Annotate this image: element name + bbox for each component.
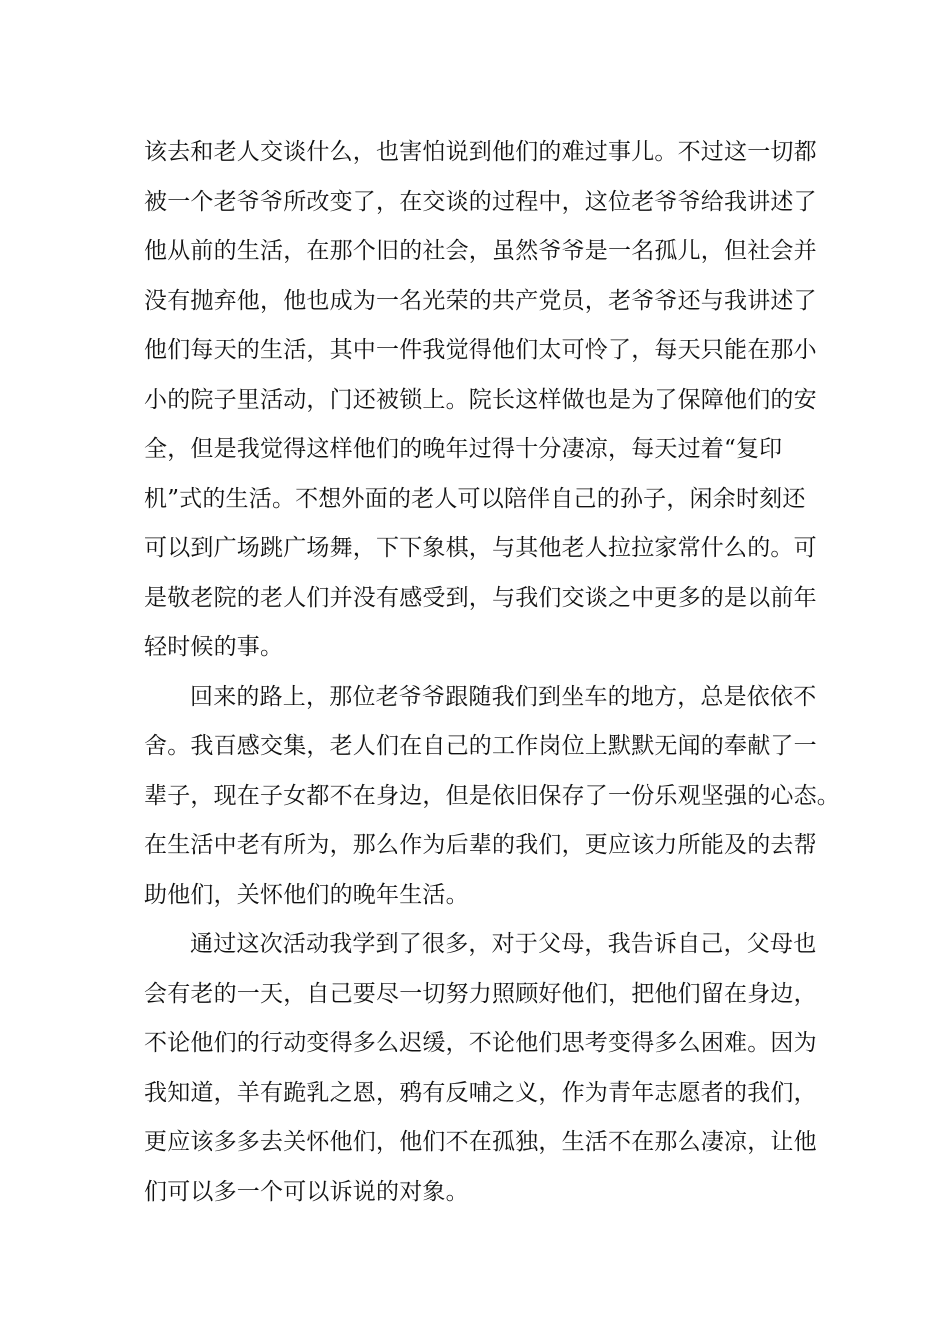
text-line: 通过这次活动我学到了很多，对于父母，我告诉自己，父母也 — [190, 931, 817, 957]
text-line: 被一个老爷爷所改变了，在交谈的过程中，这位老爷爷给我讲述了 — [144, 189, 817, 215]
text-line: 会有老的一天，自己要尽一切努力照顾好他们，把他们留在身边， — [144, 981, 817, 1007]
text-line: 回来的路上，那位老爷爷跟随我们到坐车的地方，总是依依不 — [190, 684, 817, 710]
text-line: 我知道，羊有跪乳之恩，鸦有反哺之义，作为青年志愿者的我们， — [144, 1080, 817, 1106]
text-line: 辈子，现在子女都不在身边，但是依旧保存了一份乐观坚强的心态。 — [144, 783, 840, 809]
text-line: 可以到广场跳广场舞，下下象棋，与其他老人拉拉家常什么的。可 — [144, 535, 817, 561]
text-line: 没有抛弃他，他也成为一名光荣的共产党员，老爷爷还与我讲述了 — [144, 288, 817, 314]
text-line: 该去和老人交谈什么，也害怕说到他们的难过事儿。不过这一切都 — [144, 139, 817, 165]
text-line: 是敬老院的老人们并没有感受到，与我们交谈之中更多的是以前年 — [144, 585, 817, 611]
text-line: 小的院子里活动，门还被锁上。院长这样做也是为了保障他们的安 — [144, 387, 817, 413]
text-line: 轻时候的事。 — [144, 634, 284, 660]
text-line: 助他们，关怀他们的晚年生活。 — [144, 882, 469, 908]
text-line: 机”式的生活。不想外面的老人可以陪伴自己的孙子，闲余时刻还 — [144, 486, 806, 512]
text-line: 他从前的生活，在那个旧的社会，虽然爷爷是一名孤儿，但社会并 — [144, 238, 817, 264]
text-line: 他们每天的生活，其中一件我觉得他们太可怜了，每天只能在那小 — [144, 337, 817, 363]
text-line: 更应该多多去关怀他们，他们不在孤独，生活不在那么凄凉，让他 — [144, 1129, 817, 1155]
text-line: 们可以多一个可以诉说的对象。 — [144, 1179, 469, 1205]
text-line: 全，但是我觉得这样他们的晚年过得十分凄凉，每天过着“复印 — [144, 436, 783, 462]
text-line: 不论他们的行动变得多么迟缓，不论他们思考变得多么困难。因为 — [144, 1030, 817, 1056]
text-line: 舍。我百感交集，老人们在自己的工作岗位上默默无闻的奉献了一 — [144, 733, 817, 759]
text-line: 在生活中老有所为，那么作为后辈的我们，更应该力所能及的去帮 — [144, 832, 817, 858]
